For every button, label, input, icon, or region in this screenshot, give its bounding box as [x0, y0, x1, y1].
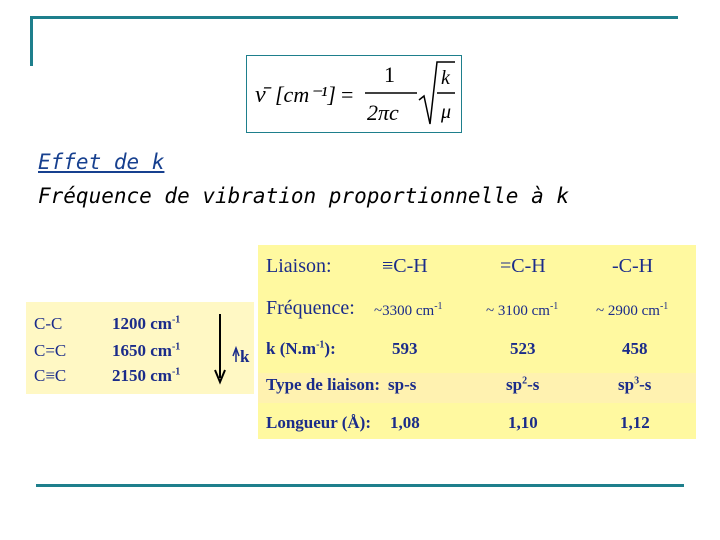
k-label: k — [240, 347, 250, 366]
k-symbol: k — [441, 67, 450, 89]
top-rule — [30, 16, 678, 19]
frequency-value: ~ 2900 $cm^{-1}$ — [596, 301, 669, 319]
row-label: Liaison: — [266, 255, 332, 277]
equals: = — [341, 82, 354, 107]
length-value: 1,12 — [620, 413, 650, 432]
denominator: 2πc — [367, 100, 399, 125]
k-value: 458 — [622, 339, 648, 358]
k-value: 593 — [392, 339, 418, 358]
bond-header: =C-H — [500, 255, 546, 277]
heading-frequence: Fréquence de vibration proportionnelle à k — [38, 184, 570, 208]
unit: [cm⁻¹] — [275, 82, 336, 107]
bond-frequency: 1200 $cm^{-1}$ — [112, 314, 181, 333]
hybridization: $sp^2-s$ — [506, 375, 540, 394]
mu-symbol: μ — [441, 101, 452, 123]
bond-type: C≡C — [34, 366, 67, 385]
heading-effet-de-k: Effet de k — [38, 150, 165, 174]
bond-type: C-C — [34, 314, 63, 333]
left-rule — [30, 16, 33, 66]
ch-bond-table — [258, 245, 696, 439]
length-value: 1,08 — [390, 413, 420, 432]
frequency-value: ~3300 $cm^{-1}$ — [374, 301, 443, 319]
bond-header: -C-H — [612, 255, 654, 277]
row-label: k $(N.m^{-1})$: — [266, 339, 336, 358]
hybridization: $sp^3-s$ — [618, 375, 652, 394]
length-value: 1,10 — [508, 413, 538, 432]
row-label: Fréquence: — [266, 297, 355, 319]
numerator: 1 — [384, 62, 395, 87]
k-value: 523 — [510, 339, 536, 358]
nu-bar: ν̄ — [255, 82, 266, 108]
bond-type: C=C — [34, 341, 67, 360]
row-label: Longueur (Å): — [266, 413, 371, 432]
row-label: Type de liaison: — [266, 375, 380, 394]
hybridization: sp-s — [388, 375, 417, 394]
k-increase-arrow — [212, 308, 252, 388]
bond-frequency: 2150 $cm^{-1}$ — [112, 366, 181, 385]
bottom-rule — [36, 484, 684, 487]
bond-header: ≡C-H — [382, 255, 428, 277]
wavenumber-formula — [246, 55, 462, 133]
frequency-value: ~ 3100 $cm^{-1}$ — [486, 301, 559, 319]
bond-frequency: 1650 $cm^{-1}$ — [112, 341, 181, 360]
